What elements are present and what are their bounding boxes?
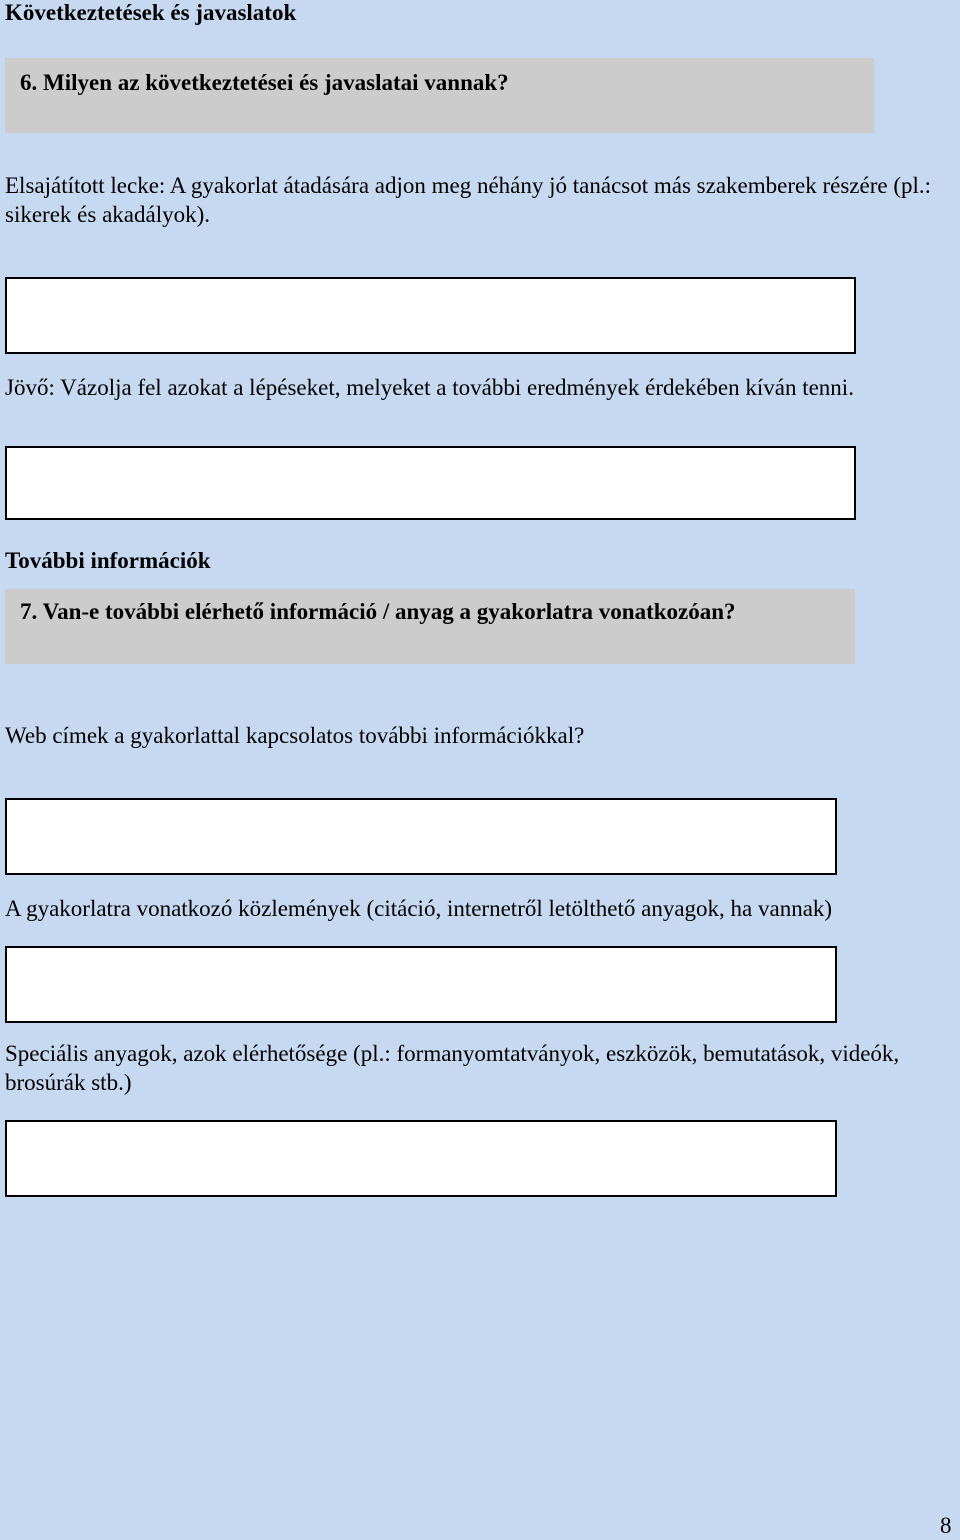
question-7-text: 7. Van-e további elérhető információ / anyag a gyakorlatra vonatkozóan?: [20, 599, 736, 624]
publications-field[interactable]: [5, 946, 837, 1023]
special-materials-prompt: Speciális anyagok, azok elérhetősége (pl.: formanyomtatványok, eszközök, bemutatások, videók, brosúrák stb.): [5, 1041, 900, 1095]
special-materials-field[interactable]: [5, 1120, 837, 1197]
section-title-conclusions: Következtetések és javaslatok: [5, 0, 297, 25]
section-title-further-info: További információk: [5, 548, 211, 573]
web-addresses-field[interactable]: [5, 798, 837, 875]
question-6-text: 6. Milyen az következtetései és javaslatai vannak?: [20, 70, 509, 95]
question-6-box: [5, 58, 874, 133]
question-7-box: [5, 589, 855, 664]
web-addresses-prompt: Web címek a gyakorlattal kapcsolatos további információkkal?: [5, 723, 585, 748]
future-steps-field[interactable]: [5, 446, 856, 520]
future-prompt: Jövő: Vázolja fel azokat a lépéseket, melyeket a további eredmények érdekében kíván tenni.: [5, 375, 854, 400]
lessons-learned-prompt: Elsajátított lecke: A gyakorlat átadására adjon meg néhány jó tanácsot más szakemberek részére (pl.: sikerek és akadályok).: [5, 173, 932, 227]
publications-prompt: A gyakorlatra vonatkozó közlemények (citáció, internetről letölthető anyagok, ha vannak): [5, 896, 833, 921]
page-number: 8: [940, 1513, 952, 1538]
lessons-learned-field[interactable]: [5, 277, 856, 354]
